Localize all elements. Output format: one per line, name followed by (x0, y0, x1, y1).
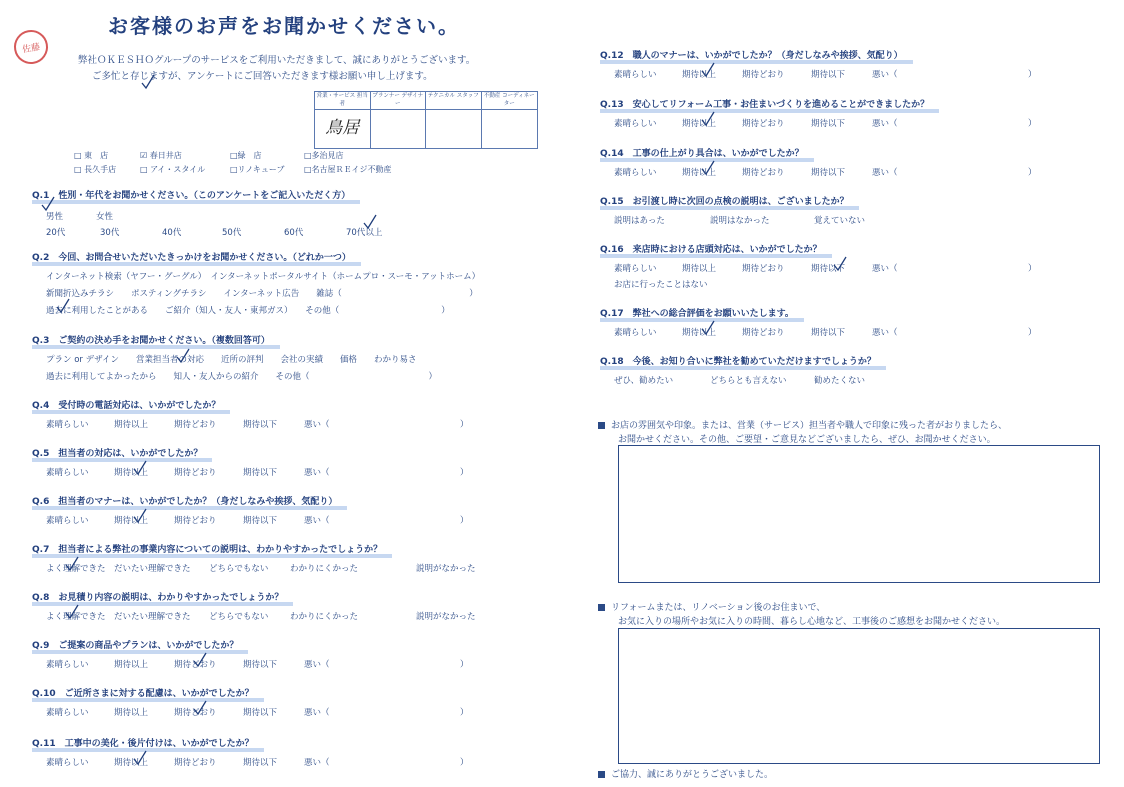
choice-option[interactable]: ぜひ、勧めたい (614, 376, 674, 386)
rating-option[interactable]: 素晴らしい (614, 168, 657, 178)
rating-option[interactable]: 期待どおり (174, 708, 217, 718)
store-option[interactable]: □ アイ・スタイル (140, 165, 206, 174)
rating-option[interactable]: 期待以下 (811, 70, 846, 80)
answer-line[interactable]: インターネット検索（ヤフー・グーグル） インターネットポータルサイト（ホームプロ・スーモ・アットホーム） (46, 272, 481, 282)
rating-option[interactable]: 素晴らしい (614, 264, 657, 274)
title-highlight (32, 458, 212, 462)
choice-option[interactable]: どちらとも言えない (710, 376, 787, 386)
rating-option[interactable]: 悪い（ (304, 660, 330, 670)
question-title: Q.11 工事中の美化・後片付けは、いかがでしたか？ (32, 736, 254, 749)
answer-line[interactable]: 新聞折込みチラシ ポスティングチラシ インターネット広告 雑誌（ ） (46, 289, 478, 299)
staff-table (314, 91, 538, 149)
question-title: Q.13 安心してリフォーム工事・お住まいづくりを進めることができましたか？ (600, 97, 929, 110)
understand-option[interactable]: 説明がなかった (416, 612, 476, 622)
rating-option[interactable]: 期待どおり (174, 660, 217, 670)
title-highlight (600, 254, 832, 258)
question-title: Q.6 担当者のマナーは、いかがでしたか？（身だしなみや挨拶、気配り） (32, 494, 337, 507)
rating-option[interactable]: 期待以下 (243, 708, 278, 718)
age-option[interactable]: 20代 (46, 228, 66, 238)
handwritten-check-icon (832, 256, 848, 272)
rating-option[interactable]: 期待以上 (682, 119, 717, 129)
rating-option[interactable]: 期待どおり (742, 328, 785, 338)
rating-option[interactable]: 悪い（ (872, 119, 898, 129)
rating-option[interactable]: 期待以上 (682, 264, 717, 274)
question-title: Q.5 担当者の対応は、いかがでしたか？ (32, 446, 202, 459)
handwritten-check-icon (700, 111, 716, 127)
title-highlight (600, 109, 939, 113)
square-bullet-icon (598, 771, 605, 778)
question-title: Q.15 お引渡し時に次回の点検の説明は、ございましたか？ (600, 194, 849, 207)
question-title: Q.16 来店時における店頭対応は、いかがでしたか？ (600, 242, 822, 255)
question-title: Q.1 性別・年代をお聞かせください。（このアンケートをご記入いただく方） (32, 188, 350, 201)
store-option[interactable]: □多治見店 (304, 151, 344, 160)
question-title: Q.9 ご提案の商品やプランは、いかがでしたか？ (32, 638, 238, 651)
rating-option[interactable]: 期待以上 (114, 468, 149, 478)
rating-option[interactable]: 期待以上 (682, 70, 717, 80)
intro-line-1: 弊社ＯＫＥＳＨＯグループのサービスをご利用いただきまして、誠にありがとうございます。 (78, 55, 476, 66)
understand-option[interactable]: どちらでもない (209, 612, 269, 622)
never-visited-option[interactable]: お店に行ったことはない (614, 280, 708, 290)
rating-option[interactable]: 期待以上 (682, 168, 717, 178)
gender-option[interactable]: 男性 (46, 212, 64, 222)
thanks-note: ご協力、誠にありがとうございました。 (598, 767, 773, 780)
rating-option[interactable]: 悪い（ (872, 328, 898, 338)
section-impression-label-2: お聞かせください。その他、ご要望・ご意見などございましたら、ぜひ、お聞かせください。 (618, 435, 996, 445)
choice-option[interactable]: 勧めたくない (814, 376, 866, 386)
rating-option[interactable]: 期待どおり (742, 168, 785, 178)
rating-option[interactable]: ） (1028, 119, 1037, 129)
page-title: お客様のお声をお聞かせください。 (108, 14, 460, 38)
staff-header-sales: 営業・サービス 担当者 (315, 92, 371, 110)
store-option[interactable]: □名古屋ＲＥイジ不動産 (304, 165, 392, 174)
square-bullet-icon (598, 422, 605, 429)
rating-option[interactable]: 素晴らしい (46, 468, 89, 478)
rating-option[interactable]: ） (460, 660, 469, 670)
rating-option[interactable]: 素晴らしい (46, 420, 89, 430)
choice-option[interactable]: 説明はなかった (710, 216, 770, 226)
rating-option[interactable]: 素晴らしい (46, 708, 89, 718)
understand-option[interactable]: よく理解できた (46, 612, 106, 622)
question-title: Q.17 弊社への総合評価をお願いいたします。 (600, 306, 794, 319)
rating-option[interactable]: 期待以下 (243, 420, 278, 430)
age-option[interactable]: 60代 (284, 228, 304, 238)
rating-option[interactable]: 素晴らしい (614, 70, 657, 80)
rating-option[interactable]: ） (1028, 328, 1037, 338)
rating-option[interactable]: ） (1028, 264, 1037, 274)
rating-option[interactable]: 期待以上 (114, 660, 149, 670)
understand-option[interactable]: よく理解できた (46, 564, 106, 574)
choice-option[interactable]: 覚えていない (814, 216, 866, 226)
title-highlight (32, 554, 392, 558)
title-highlight (32, 200, 360, 204)
rating-option[interactable]: 期待以下 (243, 468, 278, 478)
square-bullet-icon (598, 604, 605, 611)
title-highlight (600, 206, 859, 210)
handwritten-check-icon (362, 214, 378, 230)
store-option[interactable]: □リノキューブ (230, 165, 285, 174)
understand-option[interactable]: わかりにくかった (290, 564, 359, 574)
rating-option[interactable]: 期待以下 (811, 328, 846, 338)
title-highlight (600, 60, 913, 64)
rating-option[interactable]: 悪い（ (304, 708, 330, 718)
title-highlight (32, 262, 361, 266)
staff-header-realestate: 不動産 コーディネーター (482, 92, 538, 110)
question-title: Q.2 今回、お問合せいただいたきっかけをお聞かせください。（どれか一つ） (32, 250, 351, 263)
rating-option[interactable]: ） (1028, 70, 1037, 80)
after-renovation-textarea[interactable] (618, 628, 1100, 764)
rating-option[interactable]: 期待どおり (742, 264, 785, 274)
answer-line[interactable]: 過去に利用してよかったから 知人・友人からの紹介 その他（ ） (46, 372, 438, 382)
section-after-label-2: お気に入りの場所やお気に入りの時間、暮らし心地など、工事後のご感想をお聞かせください。 (618, 617, 1006, 627)
title-highlight (32, 506, 347, 510)
impression-textarea[interactable] (618, 445, 1100, 583)
rating-option[interactable]: 期待以上 (682, 328, 717, 338)
store-option[interactable]: □ 長久手店 (74, 165, 117, 174)
handwritten-check-icon (132, 460, 148, 476)
handwritten-check-icon (175, 348, 191, 364)
title-highlight (32, 410, 230, 414)
staff-cell-planner[interactable] (371, 110, 427, 148)
rating-option[interactable]: 悪い（ (304, 468, 330, 478)
rating-option[interactable]: ） (460, 468, 469, 478)
handwritten-check-icon (64, 604, 80, 620)
question-title: Q.3 ご契約の決め手をお聞かせください。（複数回答可） (32, 333, 270, 346)
handwritten-check-icon (40, 196, 56, 212)
title-highlight (32, 345, 280, 349)
choice-option[interactable]: 説明はあった (614, 216, 665, 226)
question-title: Q.14 工事の仕上がり具合は、いかがでしたか？ (600, 146, 804, 159)
handwritten-check-icon (192, 700, 208, 716)
title-highlight (32, 650, 248, 654)
understand-option[interactable]: わかりにくかった (290, 612, 359, 622)
gender-option[interactable]: 女性 (96, 212, 114, 222)
section-impression-label: お店の雰囲気や印象。または、営業（サービス）担当者や職人で印象に残った者がおりましたら、 (598, 418, 1007, 431)
understand-option[interactable]: 説明がなかった (416, 564, 476, 574)
question-title: Q.8 お見積り内容の説明は、わかりやすかったでしょうか？ (32, 590, 283, 603)
rating-option[interactable]: 悪い（ (304, 420, 330, 430)
rating-option[interactable]: 素晴らしい (46, 516, 89, 526)
rating-option[interactable]: 期待以上 (114, 420, 149, 430)
rating-option[interactable]: 期待以下 (811, 119, 846, 129)
rating-option[interactable]: 素晴らしい (46, 660, 89, 670)
rating-option[interactable]: 期待以下 (811, 264, 846, 274)
rating-option[interactable]: ） (460, 420, 469, 430)
rating-option[interactable]: 期待どおり (174, 516, 217, 526)
rating-option[interactable]: 悪い（ (872, 168, 898, 178)
age-option[interactable]: 70代以上 (346, 228, 383, 238)
staff-signature[interactable]: 鳥居 (315, 110, 371, 148)
rating-option[interactable]: 期待どおり (174, 758, 217, 768)
rating-option[interactable]: 期待どおり (174, 468, 217, 478)
rating-option[interactable]: 期待以下 (243, 758, 278, 768)
staff-header-technical: テクニカル スタッフ (426, 92, 482, 110)
rating-option[interactable]: 期待以下 (243, 516, 278, 526)
handwritten-check-icon (700, 160, 716, 176)
handwritten-check-icon (140, 74, 156, 90)
rating-option[interactable]: 期待以上 (114, 516, 149, 526)
rating-option[interactable]: 悪い（ (872, 264, 898, 274)
understand-option[interactable]: どちらでもない (209, 564, 269, 574)
rating-option[interactable]: 素晴らしい (614, 328, 657, 338)
question-title: Q.4 受付時の電話対応は、いかがでしたか？ (32, 398, 220, 411)
question-title: Q.18 今後、お知り合いに弊社を勧めていただけますでしょうか？ (600, 354, 876, 367)
rating-option[interactable]: 悪い（ (872, 70, 898, 80)
staff-cell-technical[interactable] (426, 110, 482, 148)
handwritten-check-icon (132, 750, 148, 766)
understand-option[interactable]: だいたい理解できた (114, 564, 191, 574)
store-option[interactable]: □ 東 店 (74, 151, 109, 160)
rating-option[interactable]: 期待どおり (742, 119, 785, 129)
rating-option[interactable]: 期待以下 (811, 168, 846, 178)
rating-option[interactable]: 素晴らしい (46, 758, 89, 768)
answer-line[interactable]: プラン or デザイン 営業担当者の対応 近所の評判 会社の実績 価格 わかり易さ (46, 355, 417, 365)
title-highlight (600, 366, 886, 370)
rating-option[interactable]: 悪い（ (304, 516, 330, 526)
age-option[interactable]: 50代 (222, 228, 242, 238)
age-option[interactable]: 30代 (100, 228, 120, 238)
rating-option[interactable]: ） (460, 516, 469, 526)
answer-line[interactable]: 過去に利用したことがある ご紹介（知人・友人・東邦ガス） その他（ ） (46, 306, 450, 316)
store-option[interactable]: ☑ 春日井店 (140, 151, 182, 160)
age-option[interactable]: 40代 (162, 228, 182, 238)
staff-cell-realestate[interactable] (482, 110, 538, 148)
seal-stamp: 佐藤 (11, 27, 50, 66)
rating-option[interactable]: 期待以上 (114, 708, 149, 718)
intro-line-2: ご多忙と存じますが、アンケートにご回答いただきます様お願い申し上げます。 (92, 71, 433, 82)
rating-option[interactable]: 期待以上 (114, 758, 149, 768)
section-after-label: リフォームまたは、リノベーション後のお住まいで、 (598, 600, 825, 613)
question-title: Q.12 職人のマナーは、いかがでしたか？（身だしなみや挨拶、気配り） (600, 48, 903, 61)
rating-option[interactable]: ） (460, 758, 469, 768)
handwritten-check-icon (192, 652, 208, 668)
rating-option[interactable]: ） (1028, 168, 1037, 178)
staff-header-planner: プランナー デザイナー (371, 92, 427, 110)
rating-option[interactable]: 期待以下 (243, 660, 278, 670)
rating-option[interactable]: ） (460, 708, 469, 718)
title-highlight (32, 698, 264, 702)
handwritten-check-icon (64, 556, 80, 572)
question-title: Q.7 担当者による弊社の事業内容についての説明は、わかりやすかったでしょうか？ (32, 542, 382, 555)
rating-option[interactable]: 期待どおり (174, 420, 217, 430)
rating-option[interactable]: 期待どおり (742, 70, 785, 80)
handwritten-check-icon (700, 320, 716, 336)
question-title: Q.10 ご近所さまに対する配慮は、いかがでしたか？ (32, 686, 254, 699)
store-checklist (74, 150, 434, 175)
store-option[interactable]: □緑 店 (230, 151, 262, 160)
rating-option[interactable]: 悪い（ (304, 758, 330, 768)
handwritten-check-icon (55, 298, 71, 314)
understand-option[interactable]: だいたい理解できた (114, 612, 191, 622)
rating-option[interactable]: 素晴らしい (614, 119, 657, 129)
handwritten-check-icon (132, 508, 148, 524)
handwritten-check-icon (700, 62, 716, 78)
